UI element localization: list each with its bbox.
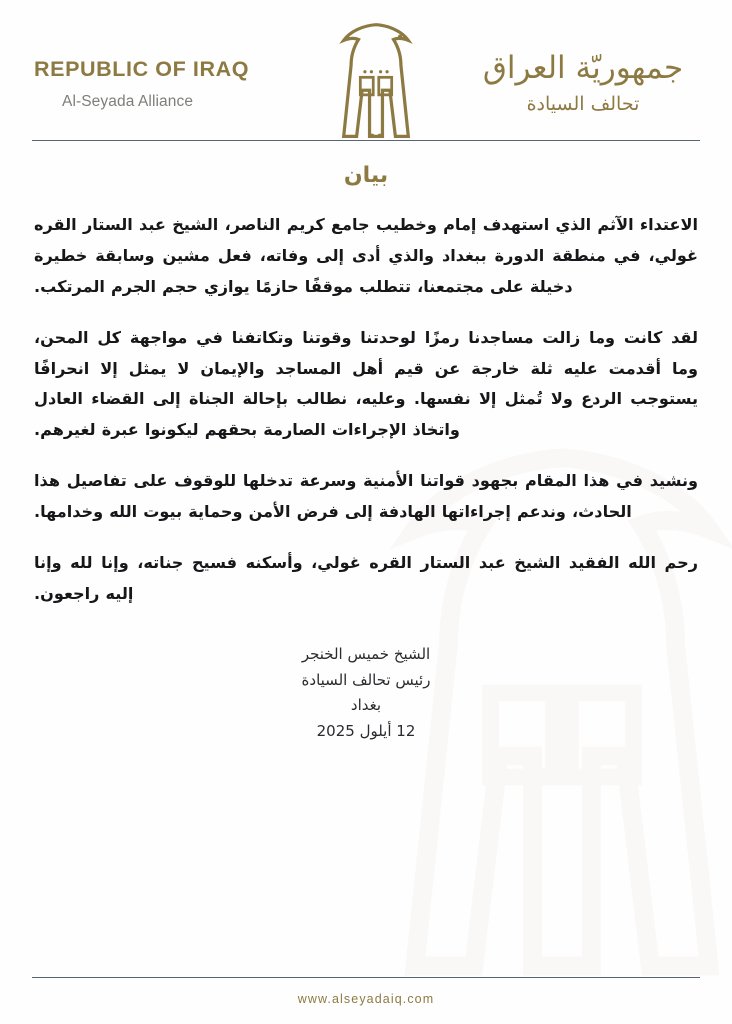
signatory-role: رئيس تحالف السيادة (301, 670, 431, 689)
footer-divider (32, 977, 700, 978)
signature-block (0, 642, 732, 745)
header-divider (32, 140, 700, 141)
brand-english-subtitle: Al-Seyada Alliance (62, 92, 194, 110)
brand-arabic (468, 47, 698, 115)
brand-english-title: REPUBLIC OF IRAQ (34, 57, 250, 82)
brand-arabic-subtitle: تحالف السيادة (526, 92, 640, 115)
signature-city: بغداد (350, 696, 382, 715)
statement-paragraph: رحم الله الفقيد الشيخ عبد الستار القره غولي، وأسكنه فسيح جناته، وإنا لله وإنا إليه راجعون. (34, 553, 698, 603)
statement-paragraph: ونشيد في هذا المقام بجهود قواتنا الأمنية وسرعة تدخلها للوقوف على تفاصيل هذا الحادث، وندعم إجراءاتها الهادفة إلى فرض الأمن وحماية بيوت الله وخدامها. (34, 471, 698, 522)
statement-body (0, 210, 732, 610)
brand-arabic-title: جمهوريّة العراق (482, 50, 684, 87)
statement-paragraph: الاعتداء الآثم الذي استهدف إمام وخطيب جامع كريم الناصر، الشيخ عبد الستار القره غولي، في منطقة الدورة ببغداد والذي أدى إلى وفاته، فعل مشين وسابقة خطيرة دخيلة على مجتمعنا، تتطلب موقفًا حازمًا يوازي حجم الجرم المرتكب. (34, 215, 698, 296)
iraq-eagle-emblem-icon (324, 19, 428, 143)
signatory-name: الشيخ خميس الخنجر (301, 644, 431, 663)
page-title: بيان (343, 163, 389, 188)
document-header (0, 0, 732, 132)
statement-paragraph: لقد كانت وما زالت مساجدنا رمزًا لوحدتنا وقوتنا وتكاتفنا في مواجهة كل المحن، وما أقدمت عليه ثلة خارجة عن قيم أهل المساجد والإيمان لا يمثل إلا انحرافًا يستوجب الردع ولا تُمثل إلا نفسها. وعليه، نطالب بإحالة الجناة إلى القضاء العادل واتخاذ الإجراءات الصارمة بحقهم ليكونوا عبرة لغيرهم. (34, 327, 698, 440)
brand-english (34, 51, 284, 111)
document-footer (0, 977, 732, 1006)
website-url[interactable]: www.alseyadaiq.com (297, 992, 435, 1006)
signature-date: 12 أيلول 2025 (316, 722, 416, 741)
